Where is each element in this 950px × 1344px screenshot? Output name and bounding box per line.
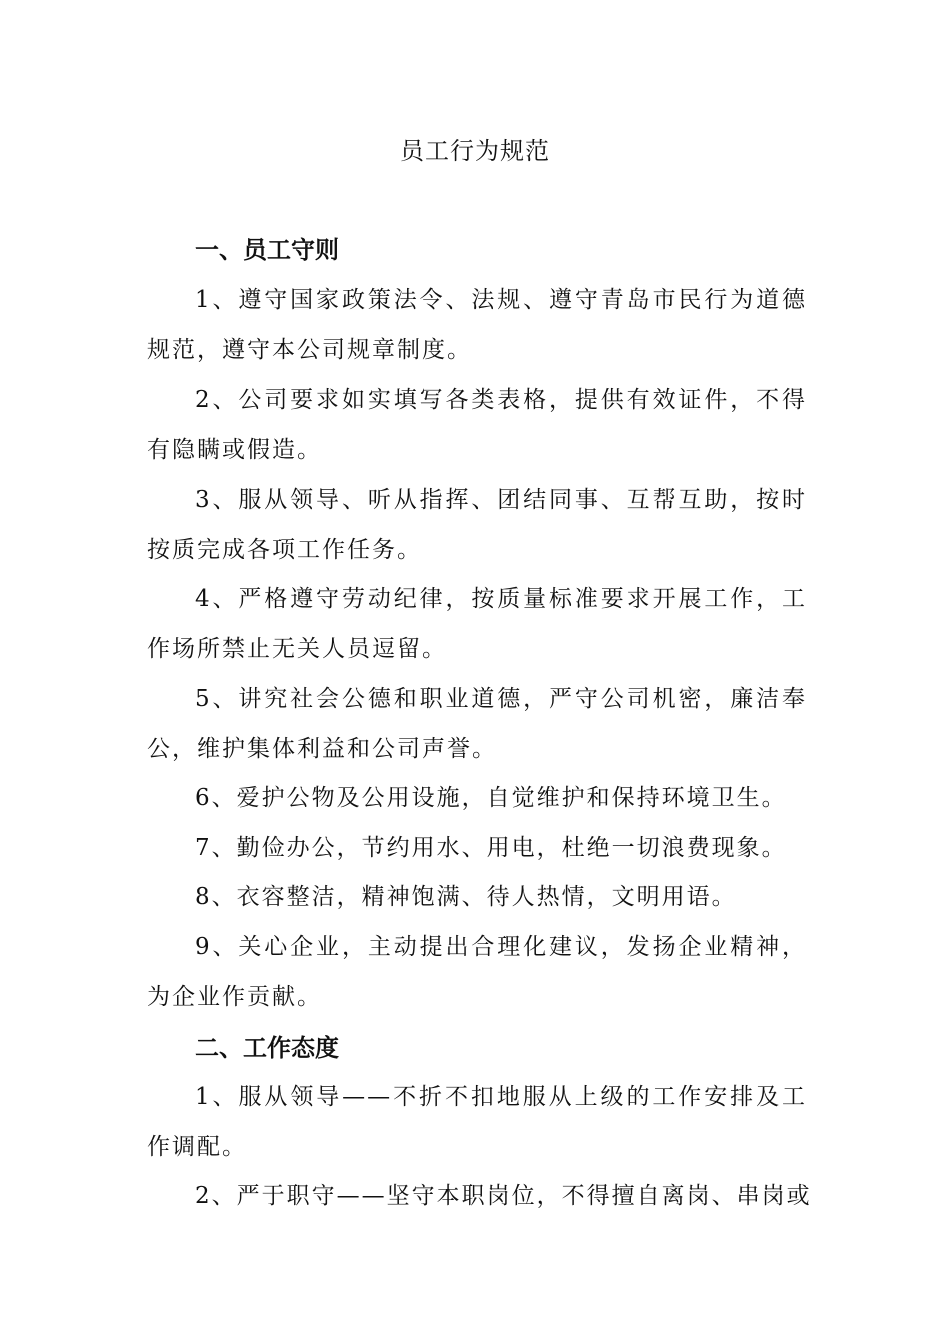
paragraph-rule-8: 8、衣容整洁，精神饱满、待人热情，文明用语。	[195, 884, 737, 910]
paragraph-rule-3: 3、服从领导、听从指挥、团结同事、互帮互助，按时按质完成各项工作任务。	[147, 487, 807, 563]
paragraph-rule-1: 1、遵守国家政策法令、法规、遵守青岛市民行为道德规范，遵守本公司规章制度。	[147, 287, 807, 363]
section-heading-rules: 一、员工守则	[195, 236, 339, 264]
paragraph-attitude-2: 2、严于职守——坚守本职岗位，不得擅自离岗、串岗或	[195, 1183, 812, 1209]
document-title: 员工行为规范	[400, 137, 550, 165]
paragraph-rule-6: 6、爱护公物及公用设施，自觉维护和保持环境卫生。	[195, 785, 787, 811]
paragraph-rule-7: 7、勤俭办公，节约用水、用电，杜绝一切浪费现象。	[195, 835, 787, 861]
section-heading-attitude: 二、工作态度	[195, 1034, 339, 1062]
paragraph-rule-2: 2、公司要求如实填写各类表格，提供有效证件，不得有隐瞒或假造。	[147, 387, 807, 463]
paragraph-rule-9: 9、关心企业，主动提出合理化建议，发扬企业精神，为企业作贡献。	[147, 934, 807, 1010]
paragraph-rule-5: 5、讲究社会公德和职业道德，严守公司机密，廉洁奉公，维护集体利益和公司声誉。	[147, 686, 807, 762]
paragraph-attitude-1: 1、服从领导——不折不扣地服从上级的工作安排及工作调配。	[147, 1084, 807, 1160]
paragraph-rule-4: 4、严格遵守劳动纪律，按质量标准要求开展工作，工作场所禁止无关人员逗留。	[147, 586, 807, 662]
